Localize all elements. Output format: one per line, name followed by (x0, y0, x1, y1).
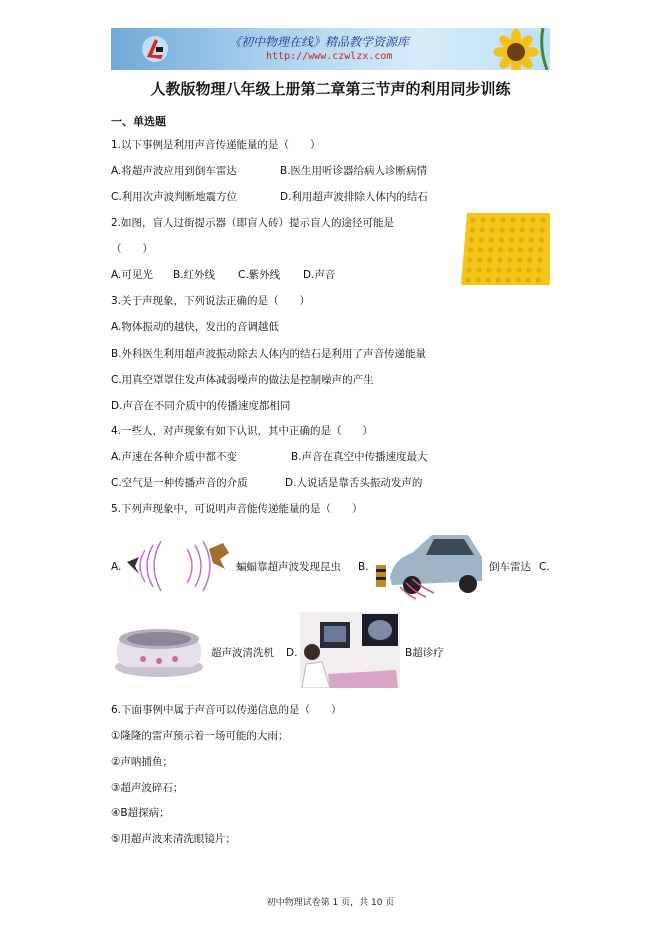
question-6-stem: 6.下面事例中属于声音可以传递信息的是（ ） (111, 704, 342, 716)
question-4-option-d: D.人说话是靠舌头振动发声的 (285, 477, 423, 489)
section-heading: 一、单选题 (111, 115, 166, 128)
question-5-option-b-caption: 倒车雷达 (489, 561, 531, 573)
question-2-paren: （ ） (111, 243, 153, 255)
question-3-option-d: D.声音在不同介质中的传播速度都相同 (111, 400, 291, 412)
question-2-option-a: A.可见光 (111, 269, 153, 281)
banner-url[interactable]: http://www.czwlzx.com (266, 51, 393, 62)
question-5-option-b-letter: B. (358, 561, 369, 573)
b-ultrasound-exam-image (300, 612, 400, 688)
question-3-stem: 3.关于声现象，下列说法正确的是（ ） (111, 295, 311, 307)
question-3-option-a: A.物体振动的越快，发出的音调越低 (111, 321, 279, 333)
header-banner (111, 28, 550, 70)
question-5-option-c-caption: 超声波清洗机 (211, 647, 274, 659)
question-5-option-c-letter: C. (539, 561, 550, 573)
question-1-option-a: A.将超声波应用到倒车雷达 (111, 165, 237, 177)
question-1-option-b: B.医生用听诊器给病人诊断病情 (280, 165, 428, 177)
question-2-stem: 2.如图，盲人过街提示器（即盲人砖）提示盲人的途径可能是 (111, 217, 395, 229)
document-title: 人教版物理八年级上册第二章第三节声的利用同步训练 (150, 80, 511, 98)
question-4-option-a: A.声速在各种介质中都不变 (111, 451, 237, 463)
question-1-stem: 1.以下事例是利用声音传递能量的是（ ） (111, 139, 321, 151)
reversing-radar-car-image (370, 529, 485, 601)
bat-sound-wave-image (125, 535, 233, 597)
question-5-option-d-letter: D. (286, 647, 298, 659)
question-5-option-a-letter: A. (111, 561, 122, 573)
tactile-paving-image (461, 211, 550, 285)
question-1-option-d: D.利用超声波排除人体内的结石 (280, 191, 428, 203)
sunflower-icon (481, 28, 550, 70)
question-4-stem: 4.一些人，对声现象有如下认识，其中正确的是（ ） (111, 425, 374, 437)
page-footer: 初中物理试卷第 1 页，共 10 页 (266, 898, 395, 908)
question-6-item: ④B超探病； (111, 807, 170, 819)
question-3-option-c: C.用真空罩罩住发声体减弱噪声的做法是控制噪声的产生 (111, 374, 374, 386)
question-2-option-b: B.红外线 (173, 269, 216, 281)
question-2-option-c: C.紫外线 (238, 269, 281, 281)
question-5-option-d-caption: B超诊疗 (405, 647, 444, 659)
question-5-option-a-caption: 蝙蝠靠超声波发现昆虫 (236, 561, 341, 573)
question-4-option-c: C.空气是一种传播声音的介质 (111, 477, 248, 489)
question-2-option-d: D.声音 (303, 269, 336, 281)
banner-title: 《初中物理在线》精品教学资源库 (229, 35, 410, 49)
ultrasonic-cleaner-image (113, 623, 205, 677)
question-5-stem: 5.下列声现象中，可说明声音能传递能量的是（ ） (111, 503, 363, 515)
question-3-option-b: B.外科医生利用超声波振动除去人体内的结石是利用了声音传递能量 (111, 348, 427, 360)
logo-icon (139, 33, 171, 65)
question-1-option-c: C.利用次声波判断地震方位 (111, 191, 238, 203)
question-6-item: ③超声波碎石； (111, 782, 184, 794)
question-4-option-b: B.声音在真空中传播速度最大 (291, 451, 428, 463)
question-6-item: ⑤用超声波来清洗眼镜片； (111, 833, 236, 845)
question-6-item: ①隆隆的雷声预示着一场可能的大雨； (111, 730, 289, 742)
question-6-item: ②声呐捕鱼； (111, 756, 173, 768)
